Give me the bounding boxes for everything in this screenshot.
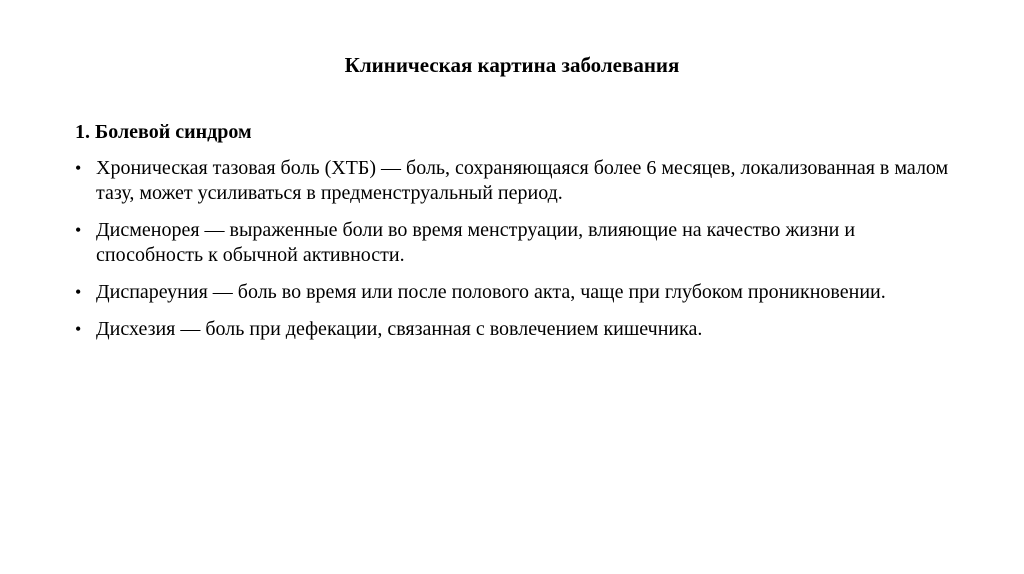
bullet-icon: • <box>75 319 82 339</box>
list-item <box>75 156 955 206</box>
slide-title: Клиническая картина заболевания <box>344 53 680 77</box>
section-heading: 1. Болевой синдром <box>75 121 252 143</box>
bullet-icon: • <box>75 220 82 240</box>
bullet-text: Хроническая тазовая боль (ХТБ) — боль, сохраняющаяся более 6 месяцев, локализованная в малом тазу, может усиливаться в предменструальный период. <box>96 157 949 204</box>
bullet-icon: • <box>75 158 82 178</box>
list-item <box>75 280 955 305</box>
bullet-text: Дисхезия — боль при дефекации, связанная с вовлечением кишечника. <box>96 318 703 340</box>
list-item <box>75 317 955 342</box>
list-item <box>75 218 955 268</box>
bullet-text: Диспареуния — боль во время или после полового акта, чаще при глубоком проникновении. <box>96 281 886 303</box>
bullet-text: Дисменорея — выраженные боли во время менструации, влияющие на качество жизни и способность к обычной активности. <box>96 219 856 266</box>
bullet-icon: • <box>75 282 82 302</box>
bullet-list <box>75 156 955 354</box>
